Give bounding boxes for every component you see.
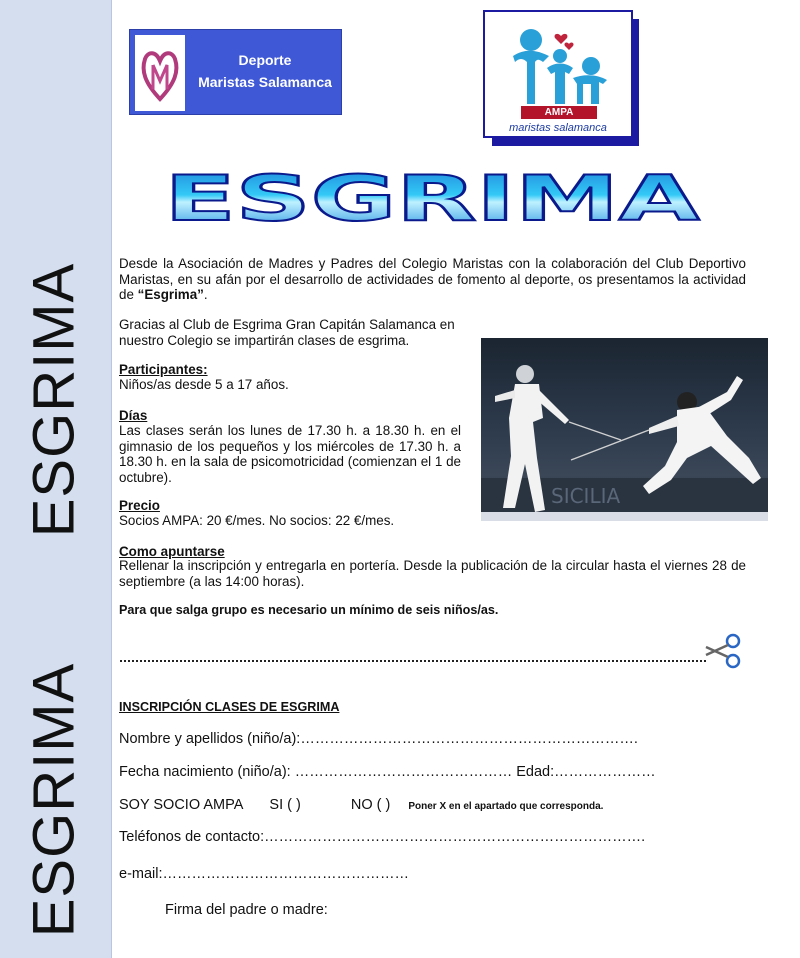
intro-paragraph (119, 256, 746, 303)
cut-line (120, 652, 706, 662)
gracias-paragraph: Gracias al Club de Esgrima Gran Capitán Salamanca en nuestro Colegio se impartirán clases de esgrima. (119, 317, 455, 348)
intro-end: . (203, 287, 208, 302)
intro-bold: “Esgrima” (137, 287, 204, 302)
heart-logo-icon (135, 35, 185, 111)
fencing-photo (481, 338, 768, 521)
socio-si-option[interactable]: SI ( ) (269, 797, 301, 813)
form-title: INSCRIPCIÓN CLASES DE ESGRIMA (119, 700, 340, 714)
photo-banner-text: SICILIA (551, 484, 621, 508)
firma-label: Firma del padre o madre: (165, 902, 328, 918)
socio-ampa-row (119, 797, 603, 813)
ampa-logo-subtitle: maristas salamanca (509, 122, 607, 134)
participantes-text: Niños/as desde 5 a 17 años. (119, 377, 289, 392)
deporte-logo-line1: Deporte (238, 52, 292, 68)
telefonos-field[interactable]: Teléfonos de contacto:……………………………………………………………………. (119, 829, 646, 845)
deporte-logo-line2: Maristas Salamanca (198, 74, 332, 90)
email-field[interactable]: e-mail:…………………………………………… (119, 866, 410, 882)
deporte-maristas-logo (129, 29, 342, 115)
sidebar-band (0, 0, 112, 958)
socio-note: Poner X en el apartado que corresponda. (408, 801, 604, 812)
page-title (160, 168, 705, 230)
scissors-icon (704, 633, 744, 674)
ampa-logo (483, 10, 633, 138)
socio-ampa-label: SOY SOCIO AMPA (119, 797, 244, 813)
ampa-logo-label: AMPA (521, 106, 597, 119)
como-apuntarse-heading: Como apuntarse (119, 544, 225, 559)
page-title-text: ESGRIMA (164, 168, 700, 230)
sidebar-word-top: ESGRIMA (21, 262, 87, 538)
participantes-heading: Participantes: (119, 362, 208, 377)
fecha-nacimiento-field[interactable]: Fecha nacimiento (niño/a): ……………………………………… Edad:………………… (119, 764, 656, 780)
dias-heading: Días (119, 408, 148, 423)
sidebar-word-bottom: ESGRIMA (21, 662, 87, 938)
nombre-field[interactable]: Nombre y apellidos (niño/a):……………………………………………………………. (119, 731, 638, 747)
intro-text: Desde la Asociación de Madres y Padres del Colegio Maristas con la colaboración del Club Deportivo Maristas, en su afán por el desarrollo de actividades de fomento al deporte, os presentamos la actividad de (119, 256, 746, 302)
como-apuntarse-text: Rellenar la inscripción y entregarla en portería. Desde la publicación de la circular hasta el viernes 28 de septiembre (a las 14:00 horas). (119, 558, 746, 589)
dias-text: Las clases serán los lunes de 17.30 h. a 18.30 h. en el gimnasio de los pequeños y los miércoles de 17.30 h. a 18.30 h. en la sala de psicomotricidad (comienzan el 1 de octubre). (119, 423, 461, 485)
precio-heading: Precio (119, 498, 160, 513)
minimo-notice: Para que salga grupo es necesario un mínimo de seis niños/as. (119, 603, 499, 617)
socio-no-option[interactable]: NO ( ) (350, 797, 391, 813)
precio-text: Socios AMPA: 20 €/mes. No socios: 22 €/mes. (119, 513, 395, 528)
family-logo-icon (503, 22, 615, 106)
